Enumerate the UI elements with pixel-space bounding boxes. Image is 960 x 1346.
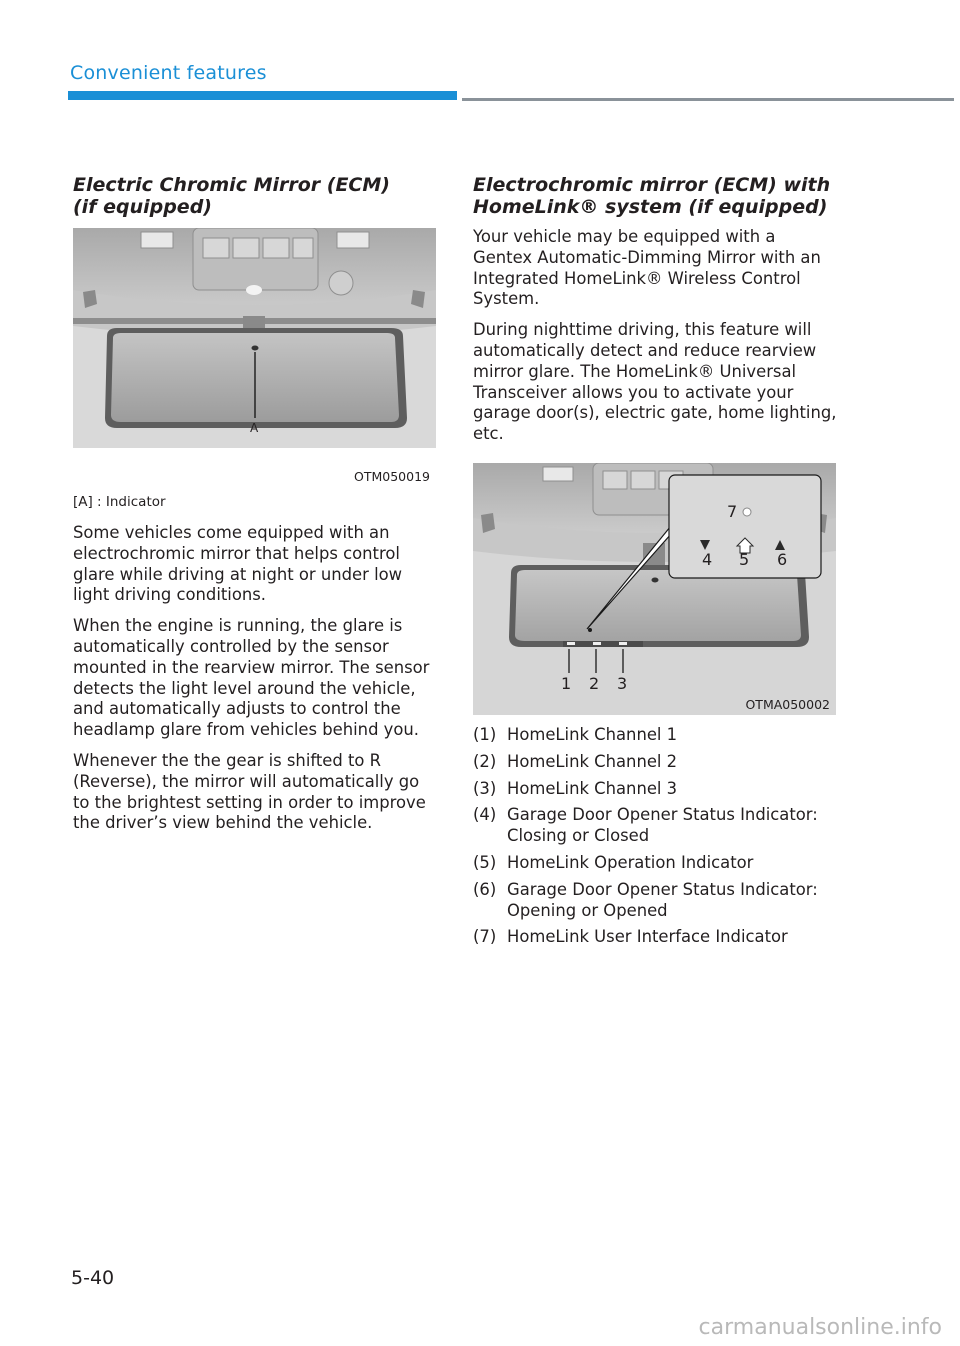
list-item (473, 853, 838, 874)
list-item (473, 805, 838, 847)
figure-code-right: OTMA050002 (745, 696, 830, 712)
left-heading-line2: (if equipped) (73, 196, 212, 218)
ecm-mirror-figure (73, 228, 436, 487)
item-number: (1) (473, 724, 497, 744)
left-paragraph-2: When the engine is running, the glare is automatically controlled by the sensor mounted in the rearview mirror. The sensor detects the light level around the vehicle, and automatically adjusts to control the headlamp glare from vehicles behind you. (73, 616, 430, 740)
item-text: Garage Door Opener Status Indicator: Opening or Opened (507, 879, 818, 920)
section-title: Convenient features (70, 62, 267, 84)
item-number: (4) (473, 805, 497, 825)
homelink-label-7: 7 (727, 501, 738, 521)
figure-caption-left: [A] : Indicator (73, 494, 166, 510)
item-number: (7) (473, 927, 497, 947)
homelink-label-2: 2 (589, 673, 600, 693)
item-number: (2) (473, 751, 497, 771)
right-paragraph-2: During nighttime driving, this feature will automatically detect and reduce rearview mirror glare. The HomeLink® Universal Transceiver allows you to activate your garage door(s), electric gate, home lighting, etc. (473, 320, 837, 444)
figure-code-left: OTM050019 (354, 469, 430, 484)
figure-callout-a: A (250, 421, 259, 435)
homelink-label-6: 6 (777, 549, 788, 569)
item-text: HomeLink User Interface Indicator (507, 927, 788, 947)
left-heading-line1: Electric Chromic Mirror (ECM) (73, 174, 390, 196)
list-item (473, 752, 838, 773)
header-rule-gray (462, 98, 954, 101)
homelink-item-list (473, 725, 838, 948)
right-heading-line2: HomeLink® system (if equipped) (473, 196, 828, 218)
watermark: carmanualsonline.info (698, 1315, 942, 1340)
right-paragraph-1: Your vehicle may be equipped with a Gentex Automatic-Dimming Mirror with an Integrated HomeLink® Wireless Control System. (473, 227, 821, 309)
ecm-mirror-illustration (73, 228, 436, 487)
item-number: (3) (473, 778, 497, 798)
left-paragraph-3: Whenever the the gear is shifted to R (Reverse), the mirror will automatically go to the brightest setting in order to improve the driver’s view behind the vehicle. (73, 750, 426, 833)
homelink-mirror-illustration (473, 463, 836, 715)
list-item (473, 927, 838, 948)
homelink-label-1: 1 (561, 673, 572, 693)
list-item (473, 725, 838, 746)
homelink-label-3: 3 (617, 673, 628, 693)
homelink-mirror-figure (473, 463, 836, 715)
item-text: HomeLink Channel 2 (507, 751, 678, 771)
page-number: 5-40 (71, 1267, 115, 1289)
item-text: HomeLink Operation Indicator (507, 852, 754, 872)
homelink-label-4: 4 (702, 549, 713, 569)
item-number: (6) (473, 879, 497, 899)
item-number: (5) (473, 852, 497, 872)
item-text: HomeLink Channel 1 (507, 724, 678, 744)
list-item (473, 880, 838, 922)
item-text: HomeLink Channel 3 (507, 778, 678, 798)
right-column (473, 174, 838, 954)
right-heading-line1: Electrochromic mirror (ECM) with (473, 174, 831, 196)
item-text: Garage Door Opener Status Indicator: Closing or Closed (507, 805, 818, 846)
left-paragraph-1: Some vehicles come equipped with an electrochromic mirror that helps control glare while driving at night or under low light driving conditions. (73, 523, 403, 605)
list-item (473, 779, 838, 800)
header-rule-blue (68, 91, 457, 100)
homelink-label-5: 5 (739, 549, 750, 569)
left-column (73, 174, 438, 844)
right-heading (473, 174, 838, 218)
left-heading (73, 174, 438, 218)
